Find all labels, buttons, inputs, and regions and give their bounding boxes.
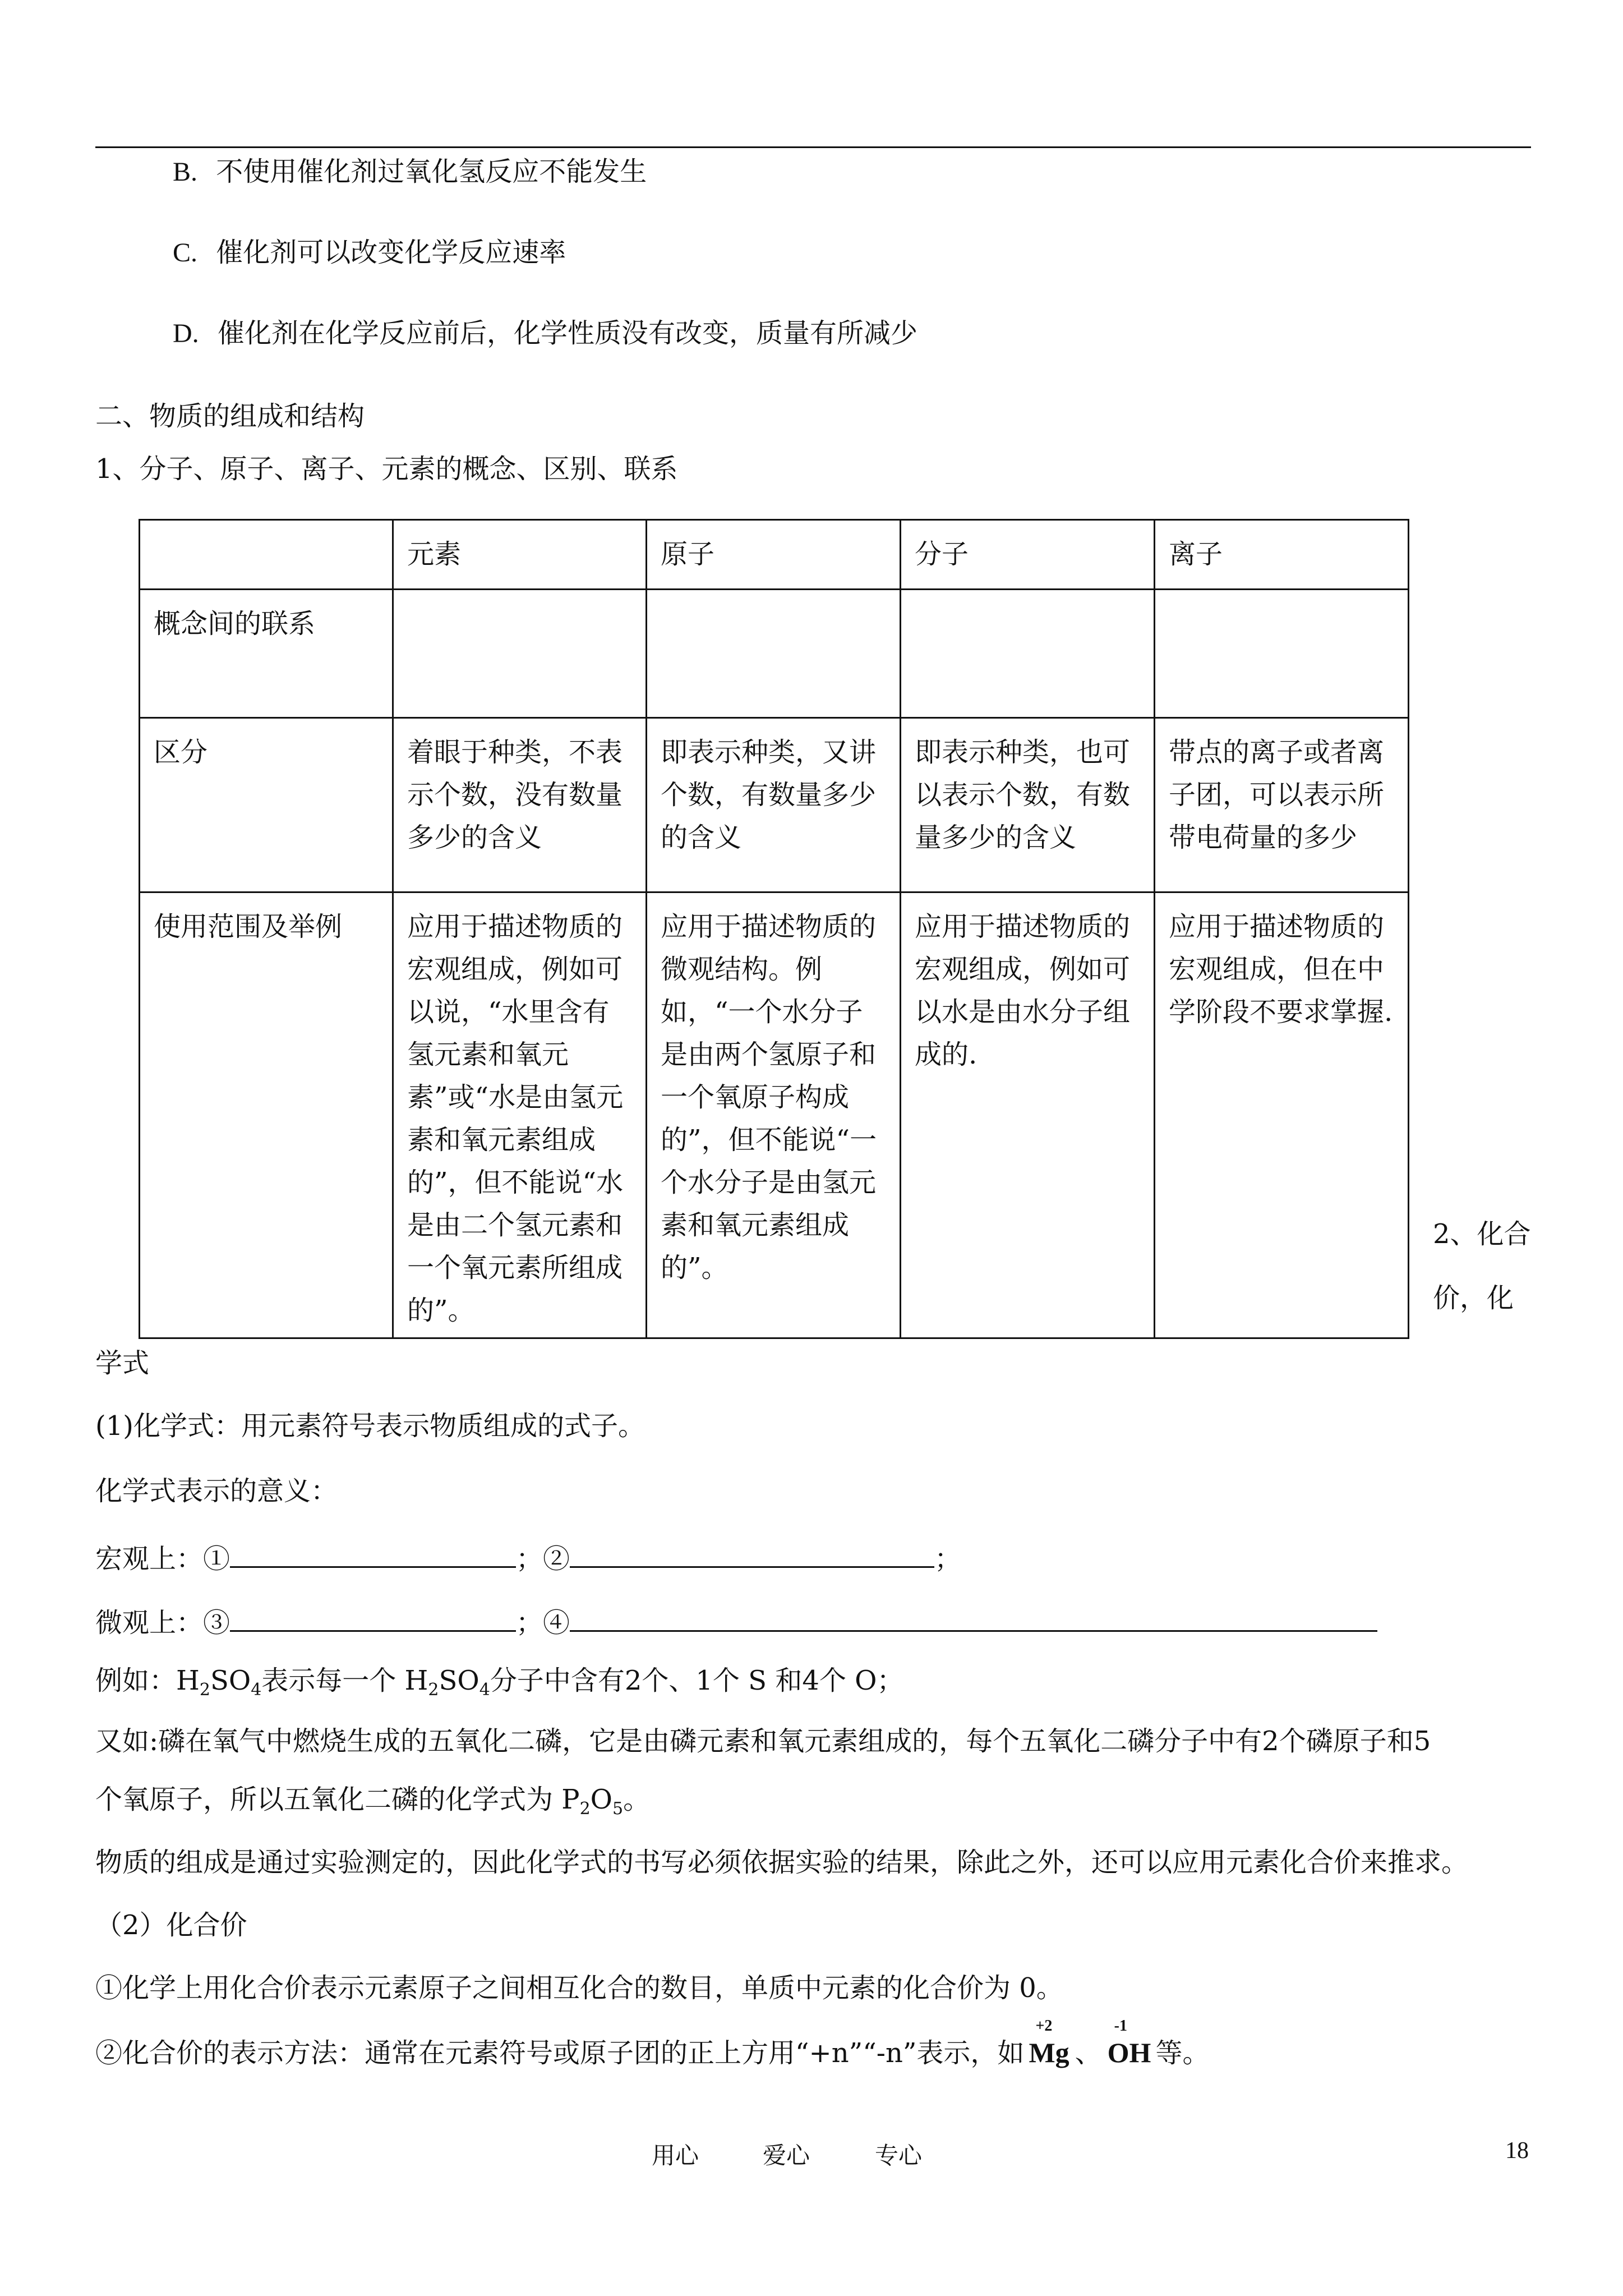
table-header-cell (140, 520, 393, 590)
option-text: 催化剂可以改变化学反应速率 (216, 237, 566, 268)
table-header-cell: 离子 (1155, 520, 1409, 590)
separator: 、 (1075, 2037, 1102, 2069)
formula-meaning: 化学式表示的意义： (95, 1475, 338, 1507)
option-label: C. (173, 238, 198, 268)
blank-marker: ② (543, 1543, 570, 1575)
option-text: 催化剂在化学反应前后，化学性质没有改变，质量有所减少 (217, 318, 917, 349)
subsection-title: 1、分子、原子、离子、元素的概念、区别、联系 (95, 453, 678, 485)
example-text: 分子中含有2个、1个 S 和4个 O； (490, 1665, 904, 1696)
subsection-title-part: 2、化合 (1433, 1218, 1531, 1250)
valence-example-oh (1107, 2017, 1151, 2068)
element-symbol: OH (1107, 2037, 1151, 2068)
answer-blank (230, 1604, 516, 1632)
table-header-cell: 原子 (647, 520, 901, 590)
subscript: 2 (579, 1799, 591, 1819)
blank-marker: ③ (203, 1607, 230, 1639)
table-cell: 概念间的联系 (140, 590, 393, 718)
table-cell (393, 590, 647, 718)
example-text: O (590, 1784, 613, 1815)
table-cell: 应用于描述物质的宏观组成，但在中学阶段不要求掌握. (1155, 892, 1409, 1338)
option-label: B. (173, 157, 198, 187)
option-d (173, 320, 917, 347)
table-cell: 区分 (140, 718, 393, 892)
macro-line (95, 1540, 962, 1575)
micro-label: 微观上： (95, 1607, 204, 1639)
example-text: SO (210, 1665, 251, 1696)
table-cell: 带点的离子或者离子团，可以表示所带电荷量的多少 (1155, 718, 1409, 892)
example-text: 。 (623, 1784, 651, 1815)
valence-example-mg (1029, 2017, 1069, 2068)
subscript: 4 (251, 1680, 262, 1700)
separator: ； (516, 1607, 543, 1639)
example-2-line-1: 又如:磷在氧气中燃烧生成的五氧化二磷，它是由磷元素和氧元素组成的，每个五氧化二磷分子中有2个磷原子和5 (95, 1726, 1431, 1757)
footer-motto-3: 专心 (875, 2142, 923, 2169)
blank-marker: ④ (543, 1607, 570, 1639)
valence-title: （2）化合价 (95, 1910, 247, 1941)
table-cell: 即表示种类，也可以表示个数，有数量多少的含义 (901, 718, 1155, 892)
subscript: 5 (612, 1799, 624, 1819)
separator: ； (516, 1543, 543, 1575)
table-header-cell: 分子 (901, 520, 1155, 590)
valence-number: +2 (1035, 2017, 1053, 2035)
subsection-title-part: 价，化 (1433, 1282, 1514, 1314)
answer-blank (570, 1604, 1377, 1632)
table-row (140, 718, 1409, 892)
valence-number: -1 (1114, 2017, 1127, 2035)
table-row (140, 892, 1409, 1338)
section-title: 二、物质的组成和结构 (95, 401, 365, 432)
table-cell (1155, 590, 1409, 718)
subscript: 4 (479, 1680, 490, 1700)
table-cell: 即表示种类，又讲个数，有数量多少的含义 (647, 718, 901, 892)
example-text: 个氧原子，所以五氧化二磷的化学式为 P (95, 1784, 580, 1815)
table-row (140, 590, 1409, 718)
header-rule (95, 146, 1531, 148)
footer-motto-2: 爱心 (763, 2142, 810, 2169)
option-label: D. (173, 319, 199, 348)
table-header-cell: 元素 (393, 520, 647, 590)
answer-blank (230, 1540, 516, 1568)
example-text: 表示每一个 H (261, 1665, 428, 1696)
subscript: 2 (428, 1680, 439, 1700)
option-c (173, 239, 566, 266)
table-cell (647, 590, 901, 718)
concept-table (139, 519, 1409, 1339)
table-cell: 着眼于种类，不表示个数，没有数量多少的含义 (393, 718, 647, 892)
page-number: 18 (1505, 2138, 1529, 2164)
option-text: 不使用催化剂过氧化氢反应不能发生 (216, 156, 647, 187)
table-cell (901, 590, 1155, 718)
valence-rule-1: ①化学上用化合价表示元素原子之间相互化合的数目，单质中元素的化合价为 0。 (95, 1972, 1063, 2004)
option-b (173, 158, 647, 186)
macro-label: 宏观上： (95, 1543, 204, 1575)
element-symbol: Mg (1029, 2037, 1069, 2068)
formula-definition: (1)化学式：用元素符号表示物质组成的式子。 (95, 1410, 645, 1442)
subscript: 2 (199, 1680, 210, 1700)
table-cell: 应用于描述物质的微观结构。例如，“一个水分子是由两个氢原子和一个氧原子构成的”，但不能说“一个水分子是由氢元素和氧元素组成的”。 (647, 892, 901, 1338)
composition-note: 物质的组成是通过实验测定的，因此化学式的书写必须依据实验的结果，除此之外，还可以应用元素化合价来推求。 (95, 1847, 1469, 1878)
example-1 (95, 1667, 903, 1699)
subsection-title-part: 学式 (95, 1347, 150, 1379)
valence-text: 等。 (1155, 2037, 1210, 2069)
answer-blank (570, 1540, 934, 1568)
example-text: 例如：H (95, 1665, 200, 1696)
micro-line (95, 1604, 1377, 1639)
table-cell: 使用范围及举例 (140, 892, 393, 1338)
table-cell: 应用于描述物质的宏观组成，例如可以水是由水分子组成的. (901, 892, 1155, 1338)
blank-marker: ① (203, 1543, 230, 1575)
table-header-row (140, 520, 1409, 590)
valence-text: ②化合价的表示方法：通常在元素符号或原子团的正上方用“+n”“-n”表示，如 (95, 2037, 1025, 2069)
footer-motto-1: 用心 (652, 2142, 699, 2169)
example-text: SO (439, 1665, 479, 1696)
table-cell: 应用于描述物质的宏观组成，例如可以说，“水里含有氢元素和氧元素”或“水是由氢元素和氧元素组成的”，但不能说“水是由二个氢元素和一个氧元素所组成的”。 (393, 892, 647, 1338)
separator: ； (934, 1543, 962, 1575)
example-2-line-2 (95, 1786, 650, 1818)
valence-rule-2 (95, 2017, 1210, 2069)
